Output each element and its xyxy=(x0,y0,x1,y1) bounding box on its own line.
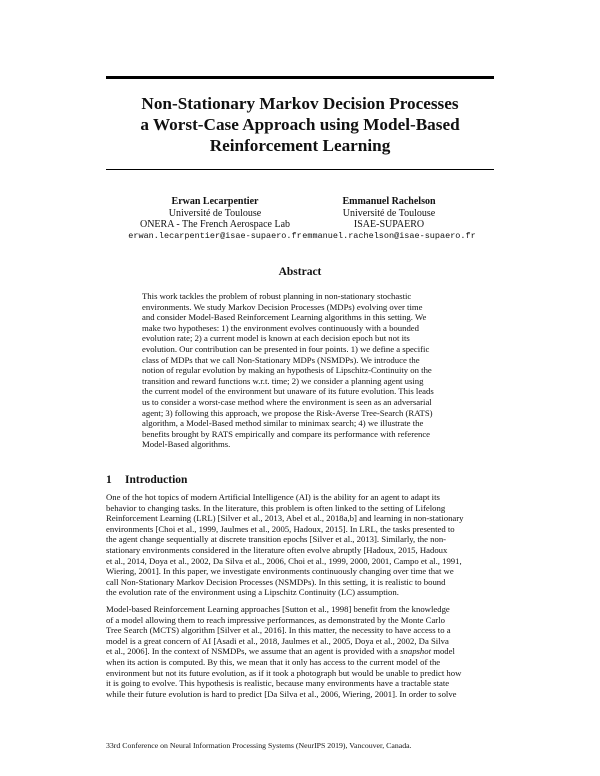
title-line: Non-Stationary Markov Decision Processes xyxy=(141,94,459,113)
abstract-line: evolution. Our contribution can be presented in four points. 1) we define a specific xyxy=(142,343,430,354)
abstract-line: Model-Based algorithms. xyxy=(142,439,231,450)
author-email: erwan.lecarpentier@isae-supaero.fr xyxy=(128,230,302,241)
abstract-line: This work tackles the problem of robust planning in non-stationary stochastic xyxy=(142,291,412,301)
text-line: Model-based Reinforcement Learning approaches [Sutton et al., 1998] benefit from the knowledge xyxy=(106,604,450,614)
abstract-line: algorithm, a Model-Based method similar to minimax search; 4) we illustrate the xyxy=(142,418,424,429)
text-line: One of the hot topics of modern Artificial Intelligence (AI) is the ability for an agent to adapt its xyxy=(106,492,440,502)
text-line: the evolution rate of the environment using a Lipschitz Continuity (LC) assumption. xyxy=(106,587,399,598)
abstract-line: and consider Model-Based Reinforcement Learning algorithms in this setting. We xyxy=(142,312,427,323)
author-affiliation: ISAE-SUPAERO xyxy=(353,219,425,230)
text-line: environment but not its future evolution, as if it took a photograph but would be unable to predict how xyxy=(106,667,462,678)
title-line: a Worst-Case Approach using Model-Based xyxy=(140,115,460,134)
section-number: 1 xyxy=(106,474,112,486)
text-line: Reinforcement Learning (LRL) [Silver et al., 2013, Abel et al., 2018a,b] and learning in non-stationary xyxy=(106,513,464,524)
text-line: et al., 2006]. In the context of NSMDPs, we assume that an agent is provided with a snapshot model xyxy=(106,646,455,657)
title-line: Reinforcement Learning xyxy=(209,136,391,155)
section-heading-introduction xyxy=(106,474,187,486)
abstract-line: benefits brought by RATS empirically and compare its performance with reference xyxy=(142,428,431,439)
section-title: Introduction xyxy=(125,474,188,486)
author-email: emmanuel.rachelson@isae-supaero.fr xyxy=(302,230,476,241)
conference-footnote: 33rd Conference on Neural Information Processing Systems (NeurIPS 2019), Vancouver, Canada. xyxy=(106,741,412,750)
abstract-line: evolution rate; 2) a current model is known at each decision epoch but not its xyxy=(142,333,410,344)
text-line: environments [Choi et al., 1999, Jaulmes et al., 2005, Hadoux, 2015]. In LRL, the tasks presented to xyxy=(106,523,455,534)
text-line: behavior to changing tasks. In the literature, this problem is often linked to the setting of Lifelong xyxy=(106,502,446,513)
intro-paragraph-2 xyxy=(106,604,498,699)
text-line: Tree Search (MCTS) algorithm [Silver et al., 2016]. In this matter, the necessity to have access to a xyxy=(106,625,451,636)
abstract-line: the current model of the environment but unaware of its future evolution. This leads xyxy=(142,386,434,397)
paper-title xyxy=(106,93,494,156)
text-line: it is going to evolve. This hypothesis is realistic, because many environments have a tractable state xyxy=(106,678,450,689)
author-affiliation: Université de Toulouse xyxy=(342,207,436,219)
author-block-2 xyxy=(289,196,489,242)
abstract-line: us to consider a worst-case method where the environment is seen as an adversarial xyxy=(142,396,432,407)
abstract-line: make two hypotheses: 1) the environment evolves continuously with a bounded xyxy=(142,322,419,333)
abstract-line: environments. We study Markov Decision Processes (MDPs) evolving over time xyxy=(142,301,423,312)
text-line: the agent change sequentially at discrete transition epochs [Silver et al., 2013]. Similarly, the non- xyxy=(106,534,447,545)
author-name: Erwan Lecarpentier xyxy=(171,196,259,207)
text-line: stationary environments considered in the literature often evolve abruptly [Hadoux, 2015, Hadoux xyxy=(106,544,448,555)
abstract-heading: Abstract xyxy=(278,266,322,278)
title-top-rule xyxy=(106,76,494,79)
abstract-line: class of MDPs that we call Non-Stationary MDPs (NSMDPs). We introduce the xyxy=(142,354,420,365)
intro-paragraph-1 xyxy=(106,492,498,598)
abstract-line: agent; 3) following this approach, we propose the Risk-Averse Tree-Search (RATS) xyxy=(142,407,433,418)
author-name: Emmanuel Rachelson xyxy=(342,196,436,207)
text-line: et al., 2014, Doya et al., 2002, Da Silva et al., 2006, Choi et al., 1999, 2000, 2001, Campo et al., 1991, xyxy=(106,555,462,566)
abstract-line: transition and reward functions w.r.t. time; 2) we consider a planning agent using xyxy=(142,375,424,386)
author-affiliation: Université de Toulouse xyxy=(168,207,262,219)
text-line: model is a great concern of AI [Asadi et al., 2018, Jaulmes et al., 2005, Doya et al., 2002, Da Silva xyxy=(106,635,449,646)
abstract-line: notion of regular evolution by making an hypothesis of Lipschitz-Continuity on the xyxy=(142,365,432,376)
text-line: when its action is computed. By this, we mean that it only has access to the current model of the xyxy=(106,656,441,667)
author-block-1 xyxy=(115,196,315,242)
text-line: while their future evolution is hard to predict [Da Silva et al., 2006, Wiering, 2001]. In order to solve xyxy=(106,688,457,699)
text-line: call Non-Stationary Markov Decision Processes (NSMDPs). In this setting, it is realistic to bound xyxy=(106,576,446,587)
abstract-body xyxy=(142,291,458,450)
author-affiliation: ONERA - The French Aerospace Lab xyxy=(139,219,291,230)
text-line: of a model allowing them to reach impressive performances, as demonstrated by the Monte Carlo xyxy=(106,614,445,625)
title-bottom-rule xyxy=(106,169,494,170)
text-line: Wiering, 2001]. In this paper, we investigate environments continuously changing over time that we xyxy=(106,566,454,577)
